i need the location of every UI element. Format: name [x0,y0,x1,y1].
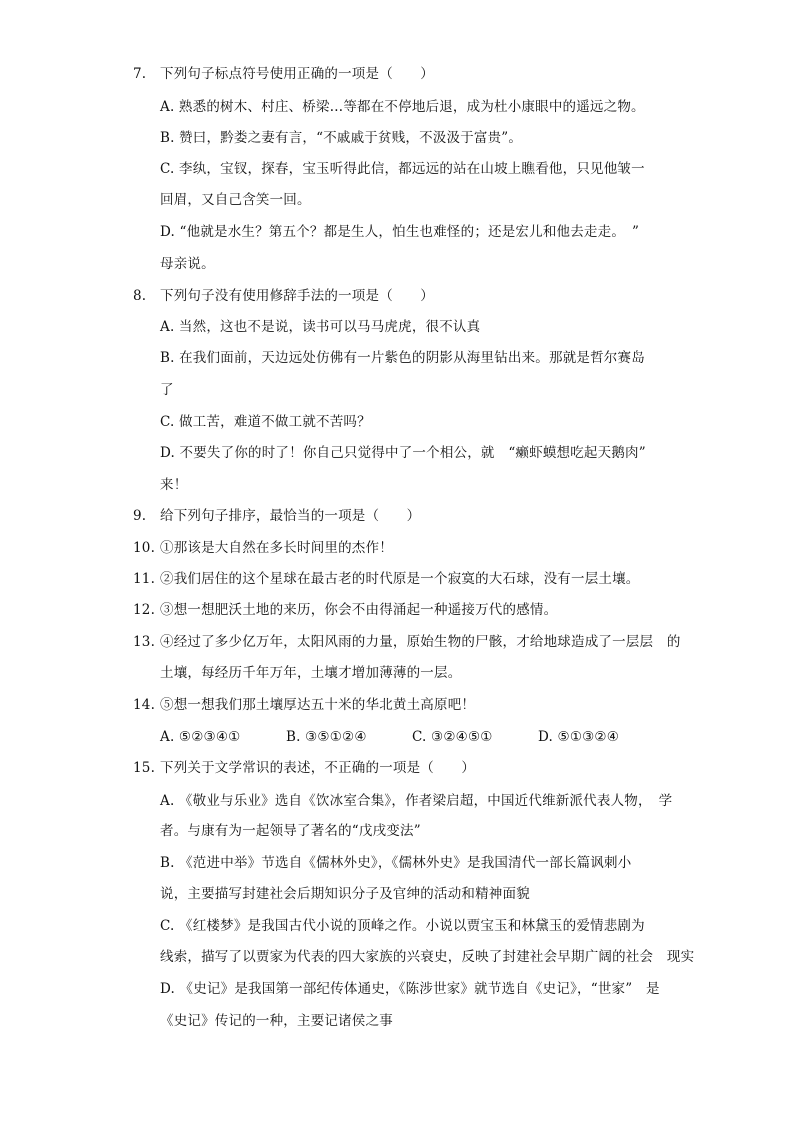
question-8-option-a: A. 当然，这也不是说，读书可以马马虎虎，很不认真 [160,319,481,335]
question-8-option-b-cont: 了 [160,382,174,398]
question-15-option-d: D. 《史记》是我国第一部纪传体通史，《陈涉世家》就节选自《史记》，“世家” 是 [160,981,660,997]
question-7-stem: 下列句子标点符号使用正确的一项是（ ） [160,66,434,82]
question-15-option-a-cont: 者。与康有为一起领导了著名的“戊戌变法” [160,823,421,839]
question-7-number: 7. [133,66,147,82]
item-12-number: 12. [133,602,156,618]
item-11-number: 11. [133,571,156,587]
question-9-option-a: A. ⑤②③④① [160,729,241,745]
item-13-text-cont: 土壤，每经历千年万年，土壤才增加薄薄的一层。 [160,665,462,681]
question-15-option-c: C. 《红楼梦》是我国古代小说的顶峰之作。小说以贾宝玉和林黛玉的爱情悲剧为 [160,918,645,934]
question-7-option-a: A. 熟悉的树木、村庄、桥梁…等都在不停地后退，成为杜小康眼中的遥远之物。 [160,99,645,115]
question-15-stem: 下列关于文学常识的表述，不正确的一项是（ ） [160,760,476,776]
question-8-option-d-cont: 来！ [160,477,188,493]
question-15-option-c-cont: 线索，描写了以贾家为代表的四大家族的兴衰史，反映了封建社会早期广阔的社会 现实 [160,949,695,965]
item-14-text: ⑤想一想我们那土壤厚达五十米的华北黄土高原吧！ [160,697,476,713]
item-13-number: 13. [133,634,156,650]
question-7-option-c: C. 李纨，宝钗，探春，宝玉听得此信，都远远的站在山坡上瞧看他，只见他皱一 [160,161,645,177]
item-12-text: ③想一想肥沃土地的来历，你会不由得涌起一种遥接万代的感情。 [160,602,558,618]
question-7-option-c-cont: 回眉，又自己含笑一回。 [160,192,311,208]
question-15-number: 15. [133,760,156,776]
question-9-number: 9. [133,508,147,524]
question-9-stem: 给下列句子排序，最恰当的一项是（ ） [160,508,421,524]
item-11-text: ②我们居住的这个星球在最古老的时代原是一个寂寞的大石球，没有一层土壤。 [160,571,640,587]
question-8-option-d: D. 不要失了你的时了！你自己只觉得中了一个相公，就 “癞虾蟆想吃起天鹅肉” [160,445,646,461]
question-7-option-b: B. 赞曰，黔娄之妻有言，“不戚戚于贫贱，不汲汲于富贵”。 [160,130,523,146]
question-8-number: 8. [133,288,147,304]
item-13-text: ④经过了多少亿万年，太阳风雨的力量，原始生物的尸骸，才给地球造成了一层层 的 [160,634,681,650]
question-15-option-b-cont: 说，主要描写封建社会后期知识分子及官绅的活动和精神面貌 [160,886,530,902]
item-14-number: 14. [133,697,156,713]
question-8-option-c: C. 做工苦，难道不做工就不苦吗？ [160,414,371,430]
question-7-option-d: D. “他就是水生？第五个？都是生人，怕生也难怪的；还是宏儿和他去走走。 ” [160,224,640,240]
question-9-option-b: B. ③⑤①②④ [286,729,367,745]
question-8-option-b: B. 在我们面前，天边远处仿佛有一片紫色的阴影从海里钻出来。那就是哲尔赛岛 [160,350,645,366]
question-9-option-c: C. ③②④⑤① [412,729,493,745]
item-10-number: 10. [133,540,156,556]
question-7-option-d-cont: 母亲说。 [160,256,215,272]
item-10-text: ①那该是大自然在多长时间里的杰作！ [160,540,393,556]
question-15-option-a: A. 《敬业与乐业》选自《饮冰室合集》，作者梁启超，中国近代维新派代表人物， 学 [160,793,673,809]
question-9-option-d: D. ⑤①③②④ [538,729,620,745]
question-8-stem: 下列句子没有使用修辞手法的一项是（ ） [160,288,434,304]
question-15-option-b: B. 《范进中举》节选自《儒林外史》，《儒林外史》是我国清代一部长篇讽刺小 [160,855,632,871]
question-15-option-d-cont: 《史记》传记的一种，主要记诸侯之事 [160,1013,393,1029]
